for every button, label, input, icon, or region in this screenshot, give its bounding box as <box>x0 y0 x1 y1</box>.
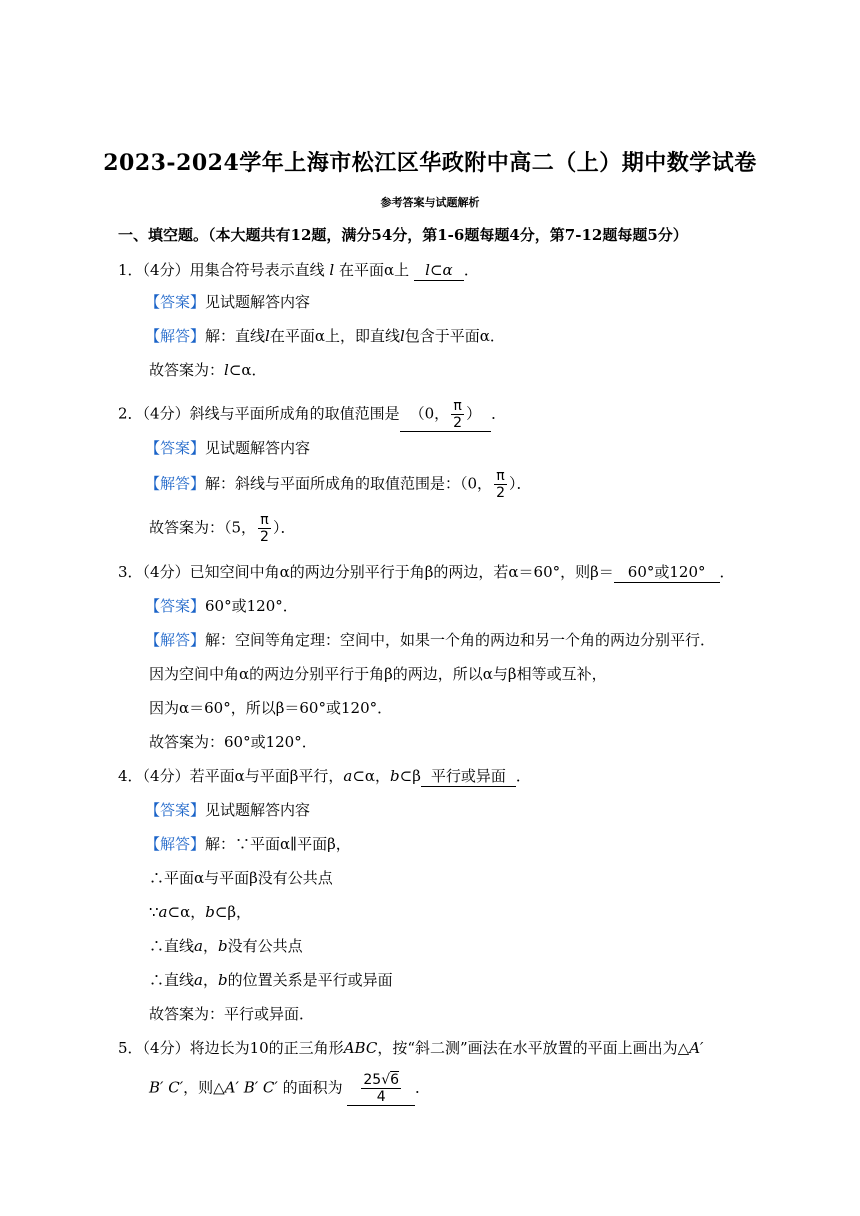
answer-line: 【答案】见试题解答内容 <box>145 439 311 457</box>
question-3: 3．（4分）已知空间中角α的两边分别平行于角β的两边，若α＝60°，则β＝ 60°或120° ． <box>118 563 735 581</box>
solution-line: 【解答】解：直线l在平面α上，即直线l包含于平面α． <box>145 327 505 345</box>
final-answer: 故答案为：l⊂α． <box>149 361 267 379</box>
fraction: $\frac{\pi}{2}$ <box>496 468 505 501</box>
answer-blank: （0， $\frac{\pi}{2}$ ） <box>400 398 491 432</box>
page-title: 2023-2024学年上海市松江区华政附中高二（上）期中数学试卷 <box>103 150 757 176</box>
fraction: $\frac{\pi}{2}$ <box>453 398 463 431</box>
final-answer: 故答案为：平行或异面． <box>149 1005 315 1023</box>
solution-line: 【解答】解：空间等角定理：空间中，如果一个角的两边和另一个角的两边分别平行． <box>145 631 716 649</box>
answer-blank <box>347 1072 415 1106</box>
solution-line: ∴平面α与平面β没有公共点 <box>149 869 333 887</box>
solution-line: 因为空间中角α的两边分别平行于角β的两边，所以α与β相等或互补， <box>149 665 607 683</box>
solution-line: 【解答】解：斜线与平面所成角的取值范围是：（0， $\frac{\pi}{2}$ ）． <box>145 468 532 501</box>
solution-line: ∴直线a，b没有公共点 <box>149 937 303 955</box>
fraction: $\frac{\pi}{2}$ <box>260 512 269 545</box>
solution-line: 因为α＝60°，所以β＝60°或120°． <box>149 699 393 717</box>
answer-blank: 平行或异面 <box>421 766 516 787</box>
final-answer: 故答案为：60°或120°． <box>149 733 317 751</box>
answer-blank: l⊂α <box>414 260 464 281</box>
question-4: 4．（4分）若平面α与平面β平行，a⊂α，b⊂β 平行或异面 ． <box>118 767 531 785</box>
answer-line: 【答案】见试题解答内容 <box>145 293 311 311</box>
solution-label: 【解答】 <box>145 327 206 345</box>
solution-line: ∴直线a，b的位置关系是平行或异面 <box>149 971 393 989</box>
answer-blank: 60°或120° <box>614 562 720 583</box>
question-5: 5．（4分）将边长为10的正三角形ABC，按“斜二测”画法在水平放置的平面上画出为△A′ <box>118 1039 704 1057</box>
solution-line: ∵a⊂α，b⊂β， <box>149 903 252 921</box>
answer-line: 【答案】见试题解答内容 <box>145 801 311 819</box>
final-answer: 故答案为：（5， $\frac{\pi}{2}$ ）． <box>149 512 296 545</box>
question-1: 1．（4分）用集合符号表示直线 l 在平面α上 l⊂α ． <box>118 261 479 279</box>
answer-line: 【答案】60°或120°． <box>145 597 298 615</box>
solution-line: 【解答】解：∵平面α∥平面β， <box>145 835 351 853</box>
section-heading: 一、填空题。（本大题共有12题，满分54分，第1-6题每题4分，第7-12题每题5分） <box>118 226 688 244</box>
question-2: 2．（4分）斜线与平面所成角的取值范围是 （0， $\frac{\pi}{2}$ ） ． <box>118 398 507 431</box>
question-5-continued: B′ C′，则△A′ B′ C′ 的面积为 $\frac{25√6}{4}$ ． <box>149 1072 431 1105</box>
fraction: $\frac{25√6}{4}$ <box>363 1072 400 1105</box>
answer-label: 【答案】 <box>145 293 206 311</box>
page-subtitle: 参考答案与试题解析 <box>380 196 480 209</box>
